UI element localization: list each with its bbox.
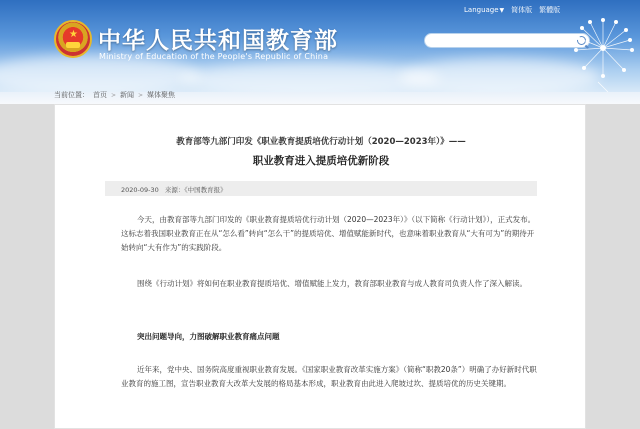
- dandelion-decoration-icon: [548, 10, 638, 92]
- site-header: [0, 0, 640, 92]
- article-paragraph: 围绕《行动计划》将如何在职业教育提质培优、增值赋能上发力，教育部职业教育与成人教育司负责人作了深入解读。: [137, 279, 527, 288]
- breadcrumb-item-media[interactable]: 媒体聚焦: [147, 91, 176, 99]
- breadcrumb-prefix: 当前位置：: [54, 91, 89, 99]
- breadcrumb-item-news[interactable]: 新闻: [120, 91, 135, 99]
- site-title[interactable]: 中华人民共和国教育部: [98, 27, 338, 54]
- breadcrumb-separator-icon: >: [111, 91, 117, 99]
- simplified-link[interactable]: 简体版: [511, 6, 533, 14]
- article-source: 来源：《中国教育报》: [164, 186, 227, 194]
- chevron-down-icon: ▼: [499, 7, 505, 14]
- traditional-link[interactable]: 繁體版: [539, 6, 561, 14]
- top-links: [464, 5, 560, 15]
- national-emblem-icon: ★: [54, 20, 92, 58]
- article-container: [54, 104, 586, 429]
- article-meta: [105, 181, 537, 196]
- breadcrumb: [54, 90, 175, 100]
- article-paragraph: 今天，由教育部等九部门印发的《职业教育提质培优行动计划（2020—2023年）》（以下简称《行动计划》），正式发布。这标志着我国职业教育正在从“怎么看”转向“怎么干”的提质培优、增值赋能新时代，也意味着职业教育从“大有可为”的期待开始转向“大有作为”的实践阶段。: [121, 215, 536, 252]
- article-title-line1: 教育部等九部门印发《职业教育提质培优行动计划（2020—2023年）》——: [176, 137, 466, 147]
- site-subtitle: Ministry of Education of the People's Republic of China: [99, 52, 329, 61]
- article-subheading: 突出问题导向，力图破解职业教育痛点问题: [137, 332, 280, 341]
- breadcrumb-item-home[interactable]: 首页: [93, 91, 107, 99]
- article-paragraph: 近年来，党中央、国务院高度重视职业教育发展。《国家职业教育改革实施方案》（简称“职教20条”）明确了办好新时代职业教育的施工图，宣告职业教育大改革大发展的格局基本形成，职业教育由此进入爬坡过坎、提质培优的历史关键期。: [121, 365, 537, 388]
- article-title-line2: 职业教育进入提质培优新阶段: [252, 155, 390, 167]
- article-date: 2020-09-30: [121, 186, 159, 194]
- breadcrumb-separator-icon: >: [138, 91, 144, 99]
- language-link[interactable]: Language▼: [464, 6, 505, 14]
